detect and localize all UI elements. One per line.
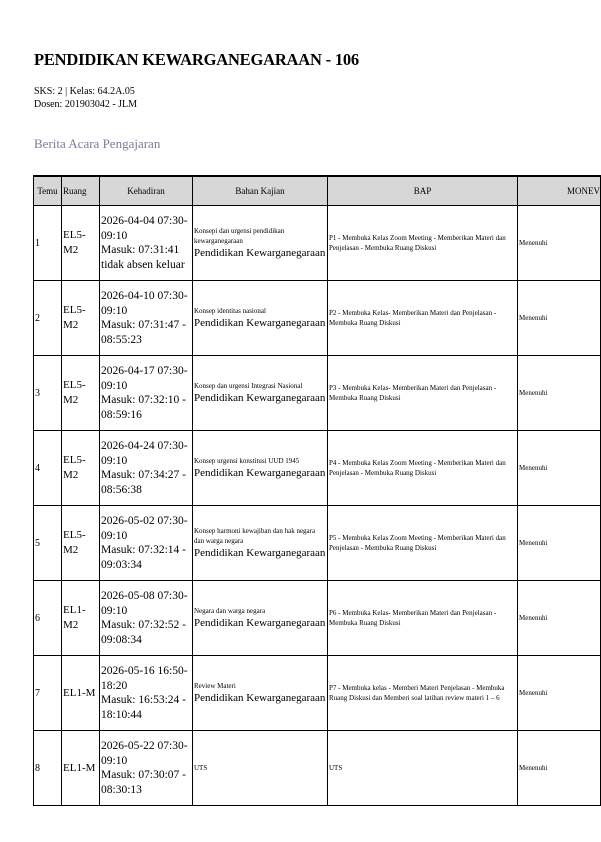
bahan-cell bbox=[193, 431, 328, 506]
bap-cell bbox=[328, 431, 518, 506]
matkul-text: Pendidikan Kewarganegaraan bbox=[194, 466, 326, 479]
monev-text: Menenuhi bbox=[519, 389, 548, 397]
bahan-text: Konsepi dan urgensi pendidikan kewarganegaraan bbox=[194, 226, 285, 245]
temu-number: 7 bbox=[35, 687, 40, 699]
masuk-text: Masuk: 07:32:10 - 08:59:16 bbox=[101, 394, 186, 421]
monev-text: Menenuhi bbox=[519, 764, 548, 772]
table-row bbox=[34, 206, 601, 281]
monev-text: Menenuhi bbox=[519, 239, 548, 247]
matkul-text: Pendidikan Kewarganegaraan bbox=[194, 546, 326, 559]
ruang-cell bbox=[62, 206, 100, 281]
masuk-text: Masuk: 07:32:52 - 09:08:34 bbox=[101, 619, 186, 646]
bap-cell bbox=[328, 206, 518, 281]
bahan-cell bbox=[193, 656, 328, 731]
monev-text: Menenuhi bbox=[519, 314, 548, 322]
table-row bbox=[34, 356, 601, 431]
ruang-cell bbox=[62, 356, 100, 431]
table-row bbox=[34, 431, 601, 506]
matkul-text: Pendidikan Kewarganegaraan bbox=[194, 391, 326, 404]
ruang-text: EL1-M bbox=[63, 761, 96, 774]
bahan-text: Konsep identitas nasional bbox=[194, 306, 266, 315]
jadwal-text: 2026-04-10 07:30-09:10 bbox=[101, 290, 188, 317]
table-row bbox=[34, 656, 601, 731]
bahan-cell bbox=[193, 506, 328, 581]
temu-cell bbox=[34, 656, 62, 731]
bahan-cell bbox=[193, 581, 328, 656]
temu-number: 1 bbox=[35, 237, 40, 249]
bap-cell bbox=[328, 356, 518, 431]
kehadiran-cell bbox=[100, 581, 193, 656]
ruang-cell bbox=[62, 581, 100, 656]
ruang-text: EL5-M2 bbox=[63, 529, 86, 556]
monev-text: Menenuhi bbox=[519, 464, 548, 472]
bahan-text: UTS bbox=[194, 764, 208, 772]
masuk-text: Masuk: 16:53:24 - 18:10:44 bbox=[101, 694, 186, 721]
temu-number: 2 bbox=[35, 312, 40, 324]
monev-text: Menenuhi bbox=[519, 614, 548, 622]
monev-cell bbox=[518, 656, 601, 731]
table-header-row bbox=[34, 176, 601, 206]
ruang-cell bbox=[62, 656, 100, 731]
masuk-text: Masuk: 07:31:47 - 08:55:23 bbox=[101, 319, 186, 346]
col-header-temu: Temu bbox=[34, 176, 62, 206]
bahan-text: Review Materi bbox=[194, 681, 236, 690]
table-row bbox=[34, 731, 601, 806]
course-title: PENDIDIKAN KEWARGANEGARAAN - 106 bbox=[34, 50, 359, 69]
jadwal-text: 2026-05-22 07:30-09:10 bbox=[101, 740, 188, 767]
bahan-text: Konsep harmoni kewajiban dan hak negara dan warga negara bbox=[194, 526, 316, 545]
temu-number: 6 bbox=[35, 612, 40, 624]
monev-cell bbox=[518, 356, 601, 431]
ruang-cell bbox=[62, 281, 100, 356]
ruang-cell bbox=[62, 506, 100, 581]
bap-cell bbox=[328, 506, 518, 581]
matkul-text: Pendidikan Kewarganegaraan bbox=[194, 616, 326, 629]
temu-number: 5 bbox=[35, 537, 40, 549]
ruang-cell bbox=[62, 731, 100, 806]
matkul-text: Pendidikan Kewarganegaraan bbox=[194, 246, 326, 259]
bap-text: P6 - Membuka Kelas- Memberikan Materi dan Penjelasan - Membuka Ruang Diskusi bbox=[329, 608, 497, 627]
jadwal-text: 2026-05-02 07:30-09:10 bbox=[101, 515, 188, 542]
col-header-bap: BAP bbox=[328, 176, 518, 206]
ruang-text: EL5-M2 bbox=[63, 229, 86, 256]
temu-cell bbox=[34, 506, 62, 581]
bap-text: P7 - Membuka kelas - Memberi Materi Penjelasan - Membuka Ruang Diskusi dan Memberi soal latihan review materi 1 – 6 bbox=[329, 683, 505, 702]
temu-number: 3 bbox=[35, 387, 40, 399]
bahan-cell bbox=[193, 281, 328, 356]
monev-cell bbox=[518, 431, 601, 506]
temu-cell bbox=[34, 356, 62, 431]
table-row bbox=[34, 581, 601, 656]
masuk-text: Masuk: 07:34:27 - 08:56:38 bbox=[101, 469, 186, 496]
bap-cell bbox=[328, 656, 518, 731]
ruang-text: EL5-M2 bbox=[63, 379, 86, 406]
bap-cell bbox=[328, 581, 518, 656]
temu-cell bbox=[34, 431, 62, 506]
kehadiran-cell bbox=[100, 731, 193, 806]
course-meta-dosen: Dosen: 201903042 - JLM bbox=[34, 99, 138, 110]
ruang-text: EL5-M2 bbox=[63, 304, 86, 331]
jadwal-text: 2026-04-17 07:30-09:10 bbox=[101, 365, 188, 392]
temu-cell bbox=[34, 731, 62, 806]
bahan-text: Konsep urgensi konstitusi UUD 1945 bbox=[194, 456, 300, 465]
matkul-text: Pendidikan Kewarganegaraan bbox=[194, 691, 326, 704]
monev-cell bbox=[518, 281, 601, 356]
ruang-text: EL5-M2 bbox=[63, 454, 86, 481]
temu-cell bbox=[34, 281, 62, 356]
kehadiran-cell bbox=[100, 506, 193, 581]
monev-cell bbox=[518, 506, 601, 581]
jadwal-text: 2026-05-16 16:50-18:20 bbox=[101, 665, 188, 692]
monev-cell bbox=[518, 581, 601, 656]
table-row bbox=[34, 281, 601, 356]
col-header-bahan: Bahan Kajian bbox=[193, 176, 328, 206]
kehadiran-cell bbox=[100, 281, 193, 356]
bahan-text: Konsep dan urgensi Integrasi Nasional bbox=[194, 381, 303, 390]
temu-number: 8 bbox=[35, 762, 40, 774]
bap-text: P3 - Membuka Kelas- Memberikan Materi dan Penjelasan - Membuka Ruang Diskusi bbox=[329, 383, 497, 402]
bahan-cell bbox=[193, 731, 328, 806]
kehadiran-cell bbox=[100, 206, 193, 281]
masuk-text: Masuk: 07:32:14 - 09:03:34 bbox=[101, 544, 186, 571]
bap-text: P4 - Membuka Kelas Zoom Meeting - Memberikan Materi dan Penjelasan - Membuka Ruang Diskusi bbox=[329, 458, 506, 477]
kehadiran-cell bbox=[100, 431, 193, 506]
bahan-text: Negara dan warga negara bbox=[194, 606, 266, 615]
ruang-text: EL1-M bbox=[63, 686, 96, 699]
ruang-text: EL1-M2 bbox=[63, 604, 86, 631]
temu-cell bbox=[34, 206, 62, 281]
keterangan-text: tidak absen keluar bbox=[101, 258, 185, 271]
bap-text: P2 - Membuka Kelas- Memberikan Materi dan Penjelasan - Membuka Ruang Diskusi bbox=[329, 308, 497, 327]
monev-cell bbox=[518, 731, 601, 806]
table-row bbox=[34, 506, 601, 581]
course-meta-sks: SKS: 2 | Kelas: 64.2A.05 bbox=[34, 86, 135, 97]
section-title: Berita Acara Pengajaran bbox=[34, 136, 161, 151]
temu-cell bbox=[34, 581, 62, 656]
bahan-cell bbox=[193, 356, 328, 431]
kehadiran-cell bbox=[100, 656, 193, 731]
bap-cell bbox=[328, 731, 518, 806]
matkul-text: Pendidikan Kewarganegaraan bbox=[194, 316, 326, 329]
col-header-monev: MONEV bbox=[518, 176, 601, 206]
monev-text: Menenuhi bbox=[519, 689, 548, 697]
masuk-text: Masuk: 07:31:41 bbox=[101, 244, 180, 256]
masuk-text: Masuk: 07:30:07 - 08:30:13 bbox=[101, 769, 186, 796]
monev-cell bbox=[518, 206, 601, 281]
col-header-ruang: Ruang bbox=[62, 176, 100, 206]
bap-text: UTS bbox=[329, 763, 343, 772]
jadwal-text: 2026-04-04 07:30-09:10 bbox=[101, 215, 188, 242]
bap-text: P5 - Membuka Kelas Zoom Meeting - Memberikan Materi dan Penjelasan - Membuka Ruang Diskusi bbox=[329, 533, 506, 552]
bahan-cell bbox=[193, 206, 328, 281]
kehadiran-cell bbox=[100, 356, 193, 431]
monev-text: Menenuhi bbox=[519, 539, 548, 547]
bap-table bbox=[33, 175, 601, 806]
col-header-kehadiran: Kehadiran bbox=[100, 176, 193, 206]
bap-text: P1 - Membuka Kelas Zoom Meeting - Memberikan Materi dan Penjelasan - Membuka Ruang Diskusi bbox=[329, 233, 506, 252]
bap-cell bbox=[328, 281, 518, 356]
temu-number: 4 bbox=[35, 462, 40, 474]
jadwal-text: 2026-04-24 07:30-09:10 bbox=[101, 440, 188, 467]
ruang-cell bbox=[62, 431, 100, 506]
jadwal-text: 2026-05-08 07:30-09:10 bbox=[101, 590, 188, 617]
